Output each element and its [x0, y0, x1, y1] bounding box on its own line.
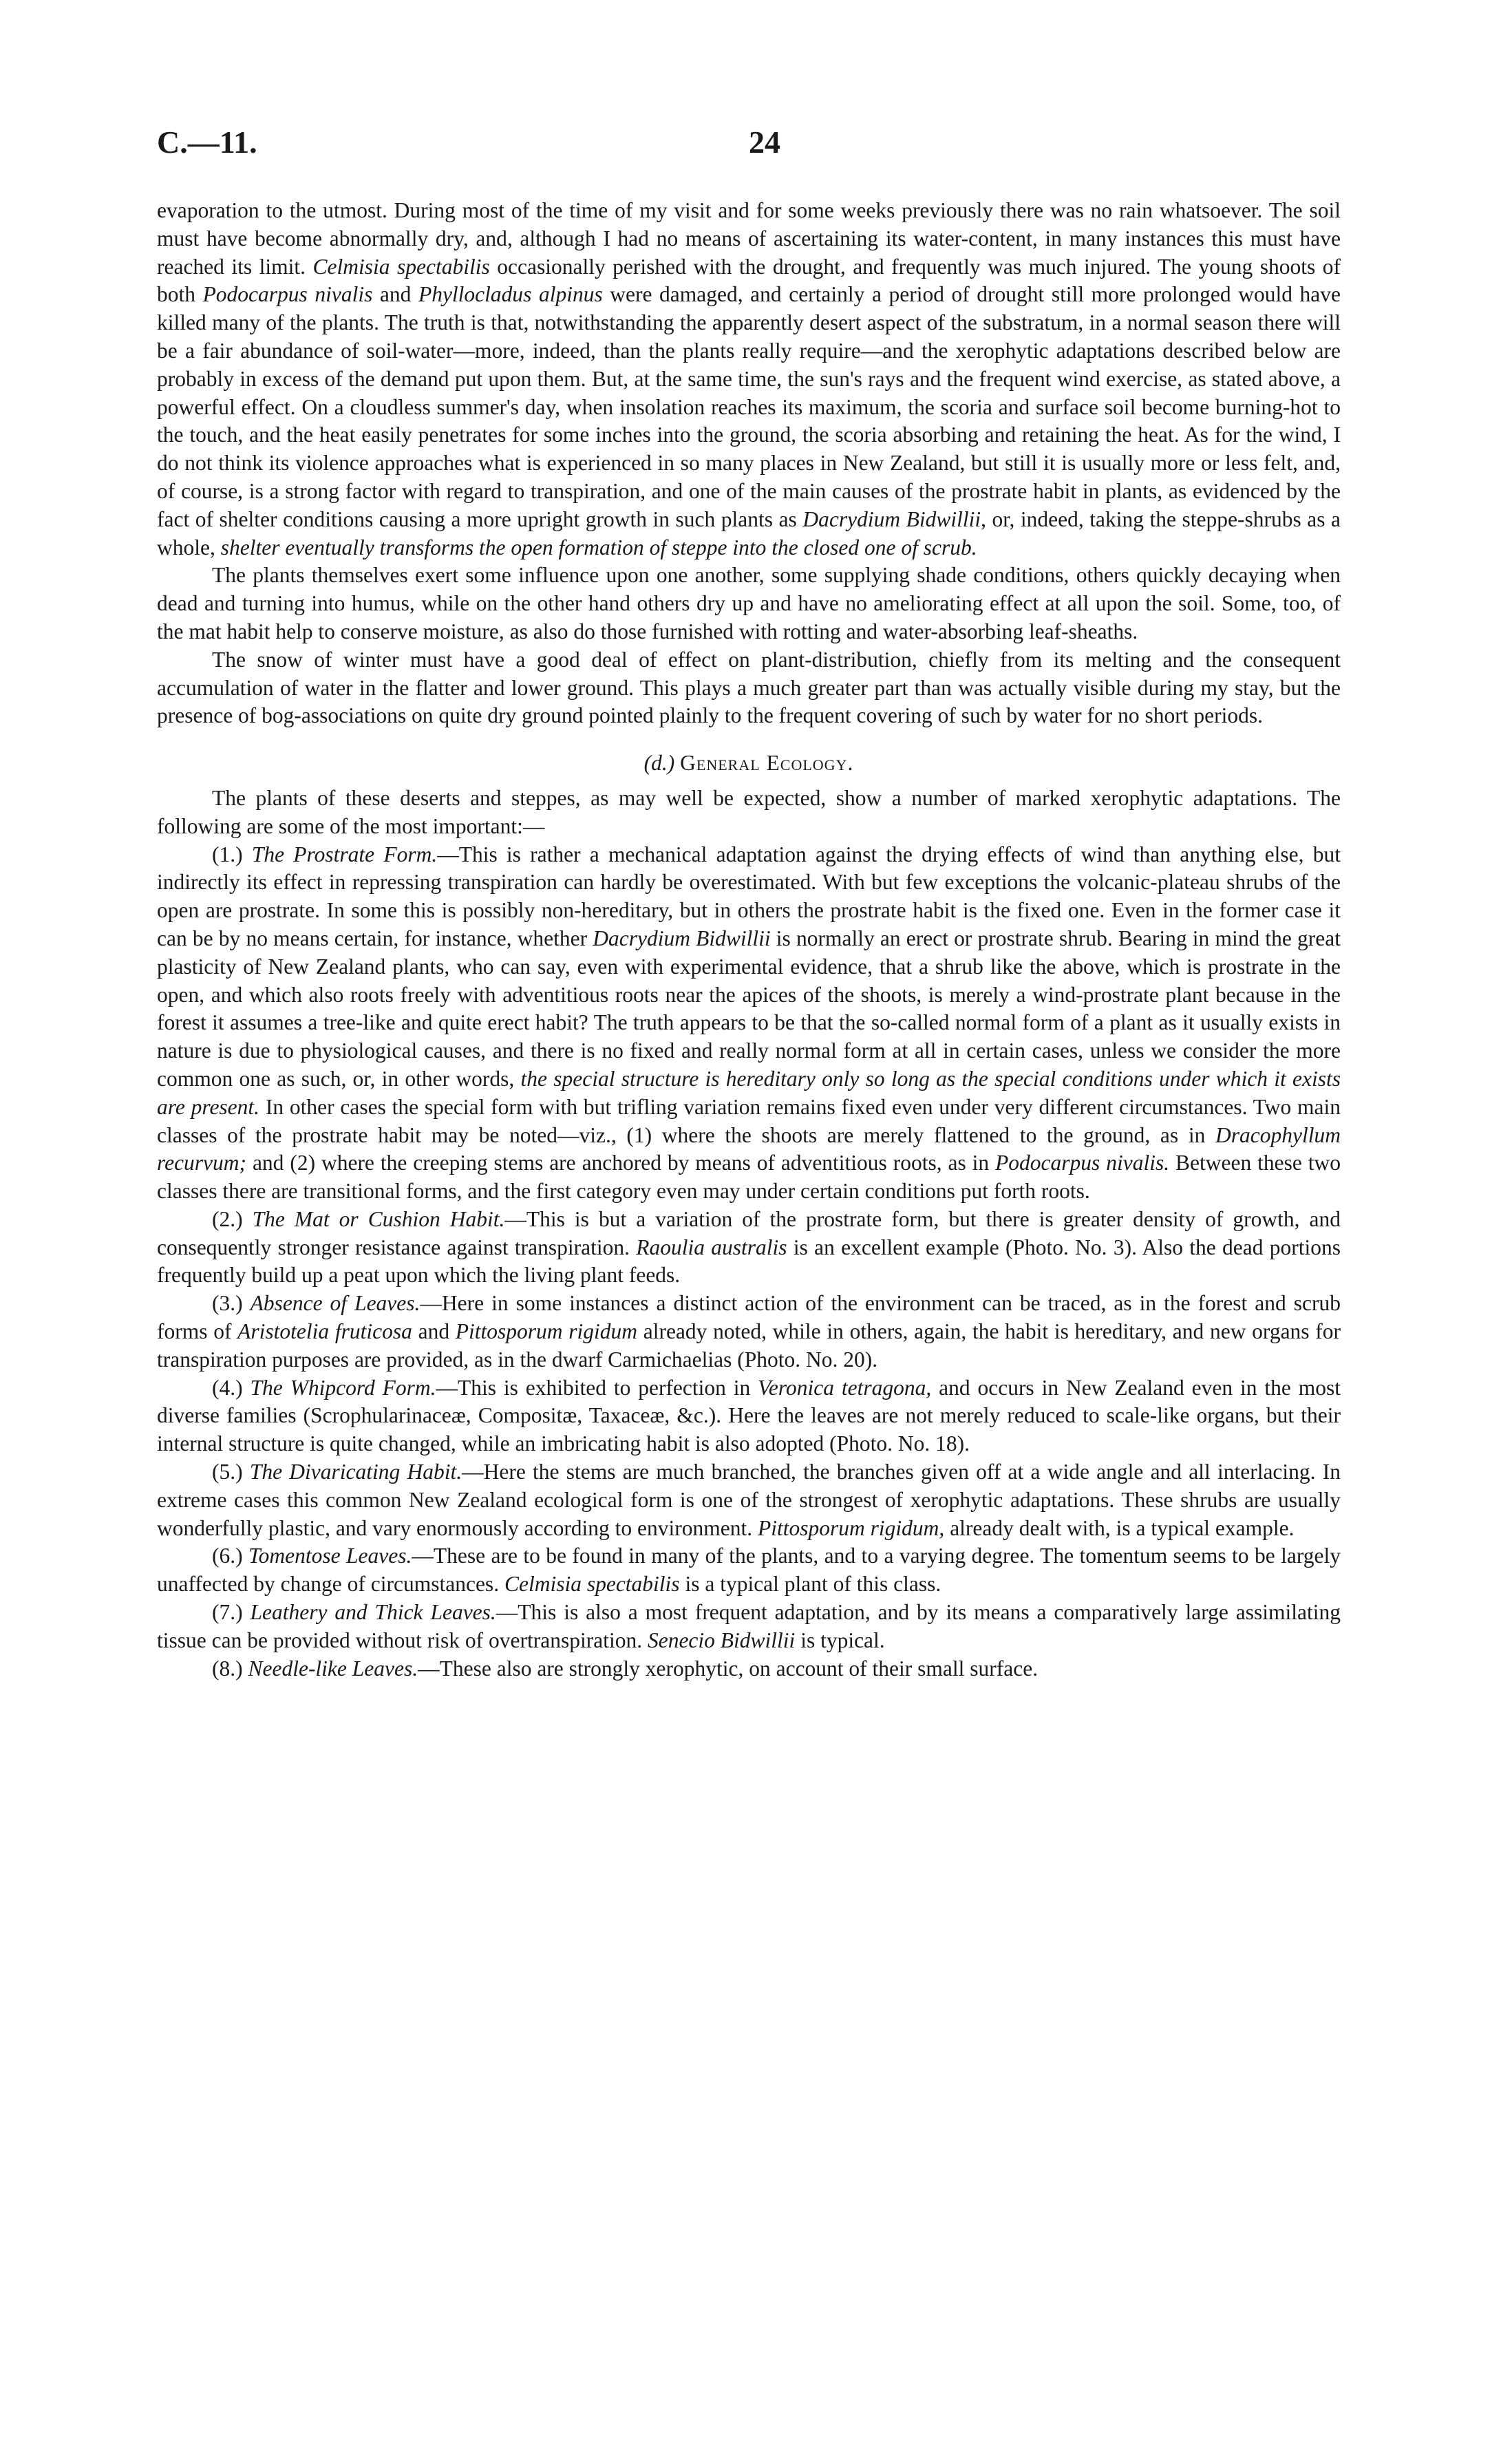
paragraph: The plants themselves exert some influence upon one another, some supplying shade conditions, others quickly decaying when dead and turning into humus, while on the other hand others dry up and have no ameliorating effect at all upon the soil. Some, too, of the mat habit help to conserve moisture, as also do those furnished with rotting and water-absorbing leaf-sheaths. — [157, 563, 1341, 643]
page-header — [157, 124, 1341, 172]
document-code: C.—11. — [157, 125, 257, 160]
list-item: (6.) Tomentose Leaves.—These are to be found in many of the plants, and to a varying degree. The tomentum seems to be largely unaffected by change of circumstances. Celmisia spectabilis is a typical plant of this class. — [157, 1544, 1341, 1597]
list-item: (1.) The Prostrate Form.—This is rather a mechanical adaptation against the drying effects of wind than anything else, but indirectly its effect in repressing transpiration can hardly be overestimated. With but few exceptions the volcanic-plateau shrubs of the open are prostrate. In some this is possibly non-hereditary, but in others the prostrate habit is the fixed one. Even in the former case it can be by no means certain, for instance, whether Dacrydium Bidwillii is normally an erect or prostrate shrub. Bearing in mind the great plasticity of New Zealand plants, who can say, even with experimental evidence, that a shrub like the above, which is prostrate in the open, and which also roots freely with adventitious roots near the apices of the shoots, is merely a wind-prostrate plant because in the forest it assumes a tree-like and quite erect habit? The truth appears to be that the so-called normal form of a plant as it usually exists in nature is due to physiological causes, and there is no fixed and really normal form at all in certain cases, unless we consider the more common one as such, or, in other words, the special structure is hereditary only so long as the special conditions under which it exists are present. In other cases the special form with but trifling variation remains fixed even under very different circumstances. Two main classes of the prostrate habit may be noted—viz., (1) where the shoots are merely flattened to the ground, as in Dracophyllum recurvum; and (2) where the creeping stems are anchored by means of adventitious roots, as in Podocarpus nivalis. Between these two classes there are transitional forms, and the first category even may under certain conditions put forth roots. — [157, 842, 1341, 1204]
list-item: (4.) The Whipcord Form.—This is exhibited to perfection in Veronica tetragona, and occurs in New Zealand even in the most diverse families (Scrophularinaceæ, Compositæ, Taxaceæ, &c.). Here the leaves are not merely reduced to scale-like organs, but their internal structure is quite changed, while an imbricating habit is also adopted (Photo. No. 18). — [157, 1375, 1341, 1456]
paragraph: The snow of winter must have a good deal of effect on plant-distribution, chiefly from its melting and the consequent accumulation of water in the flatter and lower ground. This plays a much greater part than was actually visible during my stay, but the presence of bog-associations on quite dry ground pointed plainly to the frequent covering of such by water for no short periods. — [157, 647, 1341, 728]
paragraph: The plants of these deserts and steppes, as may well be expected, show a number of marked xerophytic adaptations. The following are some of the most important:— — [157, 785, 1341, 838]
list-item: (3.) Absence of Leaves.—Here in some instances a distinct action of the environment can be traced, as in the forest and scrub forms of Aristotelia fruticosa and Pittosporum rigidum already noted, while in others, again, the habit is hereditary, and new organs for transpiration purposes are provided, as in the dwarf Carmichaelias (Photo. No. 20). — [157, 1291, 1341, 1372]
list-item: (7.) Leathery and Thick Leaves.—This is also a most frequent adaptation, and by its means a comparatively large assimilating tissue can be provided without risk of overtranspiration. Senecio Bidwillii is typical. — [157, 1600, 1341, 1652]
list-item: (5.) The Divaricating Habit.—Here the stems are much branched, the branches given off at a wide angle and all interlacing. In extreme cases this common New Zealand ecological form is one of the strongest of xerophytic adaptations. These shrubs are usually wonderfully plastic, and vary enormously according to environment. Pittosporum rigidum, already dealt with, is a typical example. — [157, 1460, 1341, 1540]
paragraph: evaporation to the utmost. During most of the time of my visit and for some weeks previously there was no rain whatsoever. The soil must have become abnormally dry, and, although I had no means of ascertaining its water-content, in many instances this must have reached its limit. Celmisia spectabilis occasionally perished with the drought, and frequently was much injured. The young shoots of both Podocarpus nivalis and Phyllocladus alpinus were damaged, and certainly a period of drought still more prolonged would have killed many of the plants. The truth is that, notwithstanding the apparently desert aspect of the substratum, in a normal season there will be a fair abundance of soil-water—more, indeed, than the plants really require—and the xerophytic adaptations described below are probably in excess of the demand put upon them. But, at the same time, the sun's rays and the frequent wind exercise, as stated above, a powerful effect. On a cloudless summer's day, when insolation reaches its maximum, the scoria and surface soil become burning-hot to the touch, and the heat easily penetrates for some inches into the ground, the scoria absorbing and retaining the heat. As for the wind, I do not think its violence approaches what is experienced in so many places in New Zealand, but still it is usually more or less felt, and, of course, is a strong factor with regard to transpiration, and one of the main causes of the prostrate habit in plants, as evidenced by the fact of shelter conditions causing a more upright growth in such plants as Dacrydium Bidwillii, or, indeed, taking the steppe-shrubs as a whole, shelter eventually transforms the open formation of steppe into the closed one of scrub. — [157, 198, 1341, 559]
body-text — [157, 197, 1341, 1683]
list-item: (8.) Needle-like Leaves.—These also are strongly xerophytic, on account of their small surface. — [212, 1656, 1039, 1681]
page-number: 24 — [749, 125, 780, 160]
list-item: (2.) The Mat or Cushion Habit.—This is but a variation of the prostrate form, but there is greater density of growth, and consequently stronger resistance against transpiration. Raoulia australis is an excellent example (Photo. No. 3). Also the dead portions frequently build up a peat upon which the living plant feeds. — [157, 1206, 1341, 1288]
section-heading: (d.) General Ecology. — [643, 751, 854, 776]
